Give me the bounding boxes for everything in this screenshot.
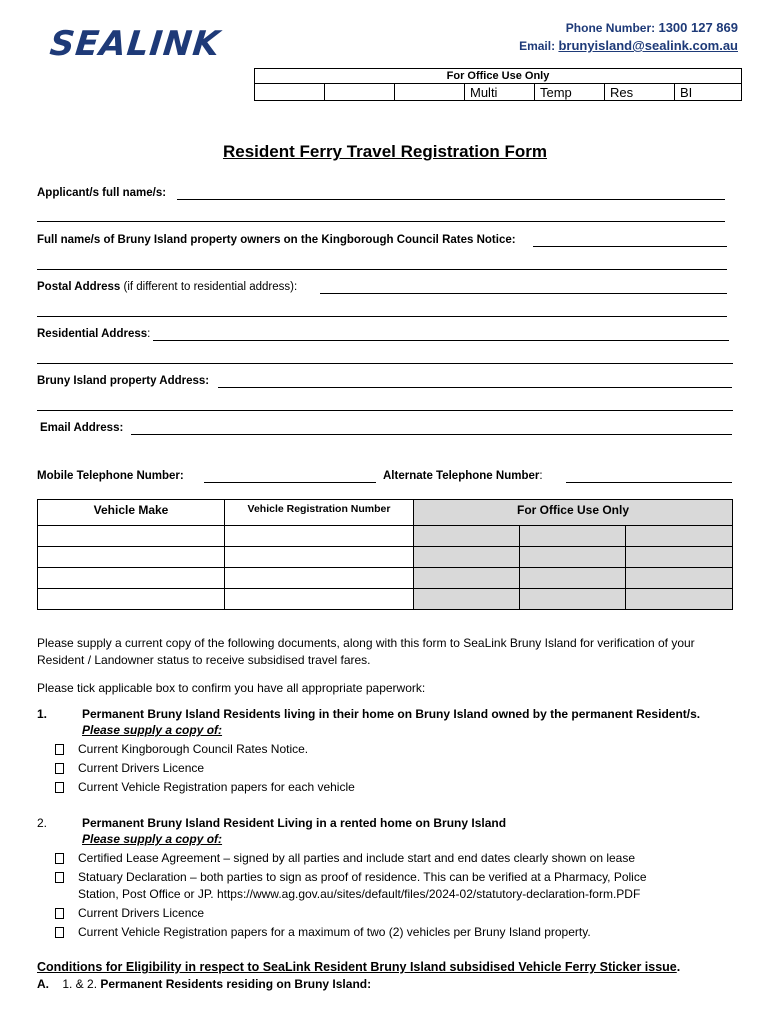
checkbox[interactable] <box>55 927 64 938</box>
postal-note: (if different to residential address): <box>123 281 298 293</box>
table-row <box>38 589 733 610</box>
section2-number: 2. <box>37 816 48 830</box>
residential-input-line[interactable] <box>153 340 729 341</box>
table-row <box>38 568 733 589</box>
office-use-cell <box>414 526 520 547</box>
alternate-label-row <box>383 470 543 482</box>
form-title: Resident Ferry Travel Registration Form <box>222 142 548 161</box>
office-use-cell <box>414 568 520 589</box>
section1-item-1-label: Current Kingborough Council Rates Notice. <box>78 742 309 756</box>
conditions-heading-end: . <box>676 960 681 974</box>
office-use-cell <box>520 568 626 589</box>
phone-line <box>566 20 738 35</box>
office-use-cell <box>414 547 520 568</box>
owners-label: Full name/s of Bruny Island property owners on the Kingborough Council Rates Notice: <box>37 234 516 246</box>
section2-heading: Permanent Bruny Island Resident Living in a rented home on Bruny Island <box>82 816 507 830</box>
vehicle-make-cell[interactable] <box>38 526 225 547</box>
vehicle-office-use-header: For Office Use Only <box>414 500 733 526</box>
office-use-cell <box>626 568 733 589</box>
vehicle-make-cell[interactable] <box>38 547 225 568</box>
section2-item-2-label: Statuary Declaration – both parties to sign as proof of residence. This can be verified at a Pharmacy, Police <box>78 870 647 884</box>
vehicle-make-cell[interactable] <box>38 568 225 589</box>
vehicle-registration-cell[interactable] <box>225 547 414 568</box>
office-cell-multi: Multi <box>465 84 535 101</box>
office-cell <box>325 84 395 101</box>
condition-a-nums: 1. & 2. <box>62 977 98 991</box>
vehicle-table <box>37 499 733 610</box>
section1-heading: Permanent Bruny Island Residents living in their home on Bruny Island owned by the permanent Resident/s. <box>82 707 701 721</box>
section1-number: 1. <box>37 707 48 721</box>
residential-label-row <box>37 328 150 340</box>
vehicle-registration-header: Vehicle Registration Number <box>225 500 414 526</box>
email-address-input-line[interactable] <box>131 434 732 435</box>
email-label: Email: <box>519 39 556 53</box>
residential-input-line-2[interactable] <box>37 363 733 364</box>
alternate-label: Alternate Telephone Number <box>383 470 540 482</box>
office-use-cell <box>626 526 733 547</box>
section1-item-2-label: Current Drivers Licence <box>78 761 205 775</box>
table-row <box>38 547 733 568</box>
checkbox[interactable] <box>55 908 64 919</box>
postal-input-line[interactable] <box>320 293 727 294</box>
section2-item-2-cont: Station, Post Office or JP. https://www.ag.gov.au/sites/default/files/2024-02/statutory-declaration-form.PDF <box>78 887 641 901</box>
email-line <box>519 38 738 53</box>
section2-item-1-label: Certified Lease Agreement – signed by all parties and include start and end dates clearly shown on lease <box>78 851 636 865</box>
mobile-label: Mobile Telephone Number: <box>37 470 184 482</box>
office-cell-res: Res <box>605 84 675 101</box>
checkbox[interactable] <box>55 853 64 864</box>
sealink-logo: SEALINK <box>47 24 223 64</box>
office-use-cell <box>520 547 626 568</box>
postal-label-row <box>37 281 297 293</box>
office-use-cell <box>520 526 626 547</box>
office-cell-temp: Temp <box>535 84 605 101</box>
section2-item-3 <box>55 904 204 924</box>
bruny-property-label: Bruny Island property Address: <box>37 375 210 387</box>
section1-item-2 <box>55 759 204 779</box>
section2-item-1 <box>55 849 635 869</box>
section2-sub: Please supply a copy of: <box>82 832 223 846</box>
office-use-cell <box>520 589 626 610</box>
section1-item-3-label: Current Vehicle Registration papers for each vehicle <box>78 780 355 794</box>
condition-a-text: Permanent Residents residing on Bruny Island: <box>100 977 372 991</box>
section1-item-3 <box>55 778 355 798</box>
conditions-heading: Conditions for Eligibility in respect to SeaLink Resident Bruny Island subsidised Vehicle Ferry Sticker issue <box>37 960 677 974</box>
postal-input-line-2[interactable] <box>37 316 727 317</box>
office-use-table <box>254 68 742 101</box>
condition-a-row <box>37 975 371 995</box>
residential-label: Residential Address <box>37 328 148 340</box>
postal-label: Postal Address <box>37 281 121 293</box>
phone-value: 1300 127 869 <box>658 20 738 35</box>
checkbox[interactable] <box>55 872 64 883</box>
email-address-label: Email Address: <box>40 422 124 434</box>
applicant-input-line-2[interactable] <box>37 221 725 222</box>
checkbox[interactable] <box>55 782 64 793</box>
vehicle-registration-cell[interactable] <box>225 589 414 610</box>
mobile-input-line[interactable] <box>204 482 376 483</box>
conditions-heading-row <box>37 960 680 974</box>
office-use-cell <box>414 589 520 610</box>
alternate-input-line[interactable] <box>566 482 732 483</box>
owners-input-line-2[interactable] <box>37 269 727 270</box>
section1-sub: Please supply a copy of: <box>82 723 223 737</box>
section2-item-3-label: Current Drivers Licence <box>78 906 205 920</box>
email-link[interactable]: brunyisland@sealink.com.au <box>558 38 738 53</box>
checkbox[interactable] <box>55 763 64 774</box>
office-cell <box>255 84 325 101</box>
section2-item-4 <box>55 923 591 943</box>
condition-a-label: A. <box>37 977 49 991</box>
office-use-cell <box>626 547 733 568</box>
alternate-colon: : <box>539 470 543 482</box>
bruny-property-input-line[interactable] <box>218 387 732 388</box>
applicant-input-line[interactable] <box>177 199 725 200</box>
section1-item-1 <box>55 740 308 760</box>
vehicle-registration-cell[interactable] <box>225 526 414 547</box>
bruny-property-input-line-2[interactable] <box>37 410 733 411</box>
vehicle-registration-cell[interactable] <box>225 568 414 589</box>
checkbox[interactable] <box>55 744 64 755</box>
phone-label: Phone Number: <box>565 21 656 35</box>
owners-input-line[interactable] <box>533 246 727 247</box>
tick-instruction: Please tick applicable box to confirm you have all appropriate paperwork: <box>37 681 426 695</box>
office-use-title: For Office Use Only <box>255 69 742 84</box>
office-cell-bi: BI <box>675 84 742 101</box>
vehicle-make-header: Vehicle Make <box>38 500 225 526</box>
applicant-label: Applicant/s full name/s: <box>37 187 167 199</box>
section2-item-4-label: Current Vehicle Registration papers for a maximum of two (2) vehicles per Bruny Island property. <box>78 925 591 939</box>
residential-colon: : <box>147 328 151 340</box>
instructions-paragraph: Please supply a current copy of the following documents, along with this form to SeaLink Bruny Island for verification of your Resident / Landowner status to receive subsidised travel fares. <box>37 636 695 667</box>
office-cell <box>395 84 465 101</box>
office-use-cell <box>626 589 733 610</box>
table-row <box>38 526 733 547</box>
vehicle-make-cell[interactable] <box>38 589 225 610</box>
